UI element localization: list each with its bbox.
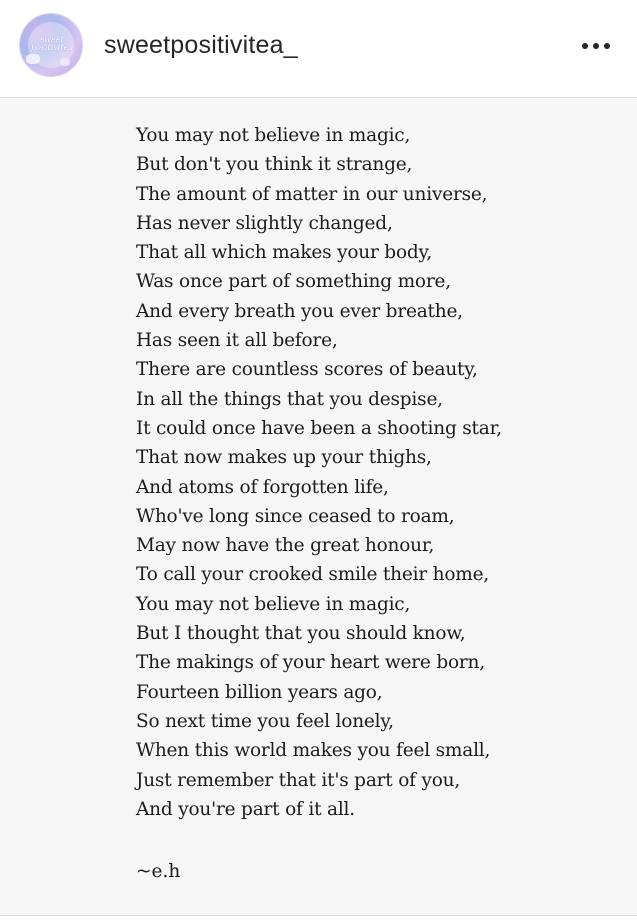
poem-line: When this world makes you feel small, (136, 740, 491, 762)
more-horizontal-icon (582, 43, 588, 49)
poem-line: Who've long since ceased to roam, (136, 505, 455, 527)
more-horizontal-icon (604, 43, 610, 49)
avatar-logo-text: sweet positivitea (30, 35, 74, 52)
avatar[interactable] (19, 13, 83, 77)
username-link[interactable]: sweetpositivitea_ (104, 31, 298, 59)
post-header (0, 0, 637, 92)
poem-line: Has seen it all before, (136, 330, 338, 352)
poem-line: Fourteen billion years ago, (136, 681, 383, 703)
avatar-decoration (26, 54, 40, 64)
poem-text (136, 121, 502, 824)
poem-line: That now makes up your thighs, (136, 447, 432, 469)
poem-line: That all which makes your body, (136, 242, 432, 264)
poem-line: The makings of your heart were born, (136, 652, 485, 674)
poem-line: Has never slightly changed, (136, 212, 393, 234)
poem-line: Just remember that it's part of you, (136, 769, 461, 791)
poem-line: It could once have been a shooting star, (136, 417, 502, 439)
poem-line: And atoms of forgotten life, (136, 476, 389, 498)
poem-line: And every breath you ever breathe, (136, 300, 463, 322)
poem-line: Was once part of something more, (136, 271, 451, 293)
poem-line: So next time you feel lonely, (136, 710, 394, 732)
poem-line: And you're part of it all. (136, 798, 355, 820)
poem-signature: ~e.h (136, 861, 181, 882)
poem-line: You may not believe in magic, (136, 125, 411, 146)
poem-line: You may not believe in magic, (136, 593, 411, 615)
poem-line: To call your crooked smile their home, (136, 564, 490, 586)
avatar-decoration (60, 58, 70, 66)
poem-line: There are countless scores of beauty, (136, 359, 478, 381)
more-horizontal-icon (593, 43, 599, 49)
poem-line: The amount of matter in our universe, (136, 183, 488, 205)
poem-line: In all the things that you despise, (136, 388, 443, 410)
more-options-button[interactable] (576, 34, 616, 58)
poem-line: May now have the great honour, (136, 535, 435, 557)
poem-line: But I thought that you should know, (136, 623, 466, 645)
bottom-divider (0, 915, 637, 916)
poem-line: But don't you think it strange, (136, 154, 413, 176)
